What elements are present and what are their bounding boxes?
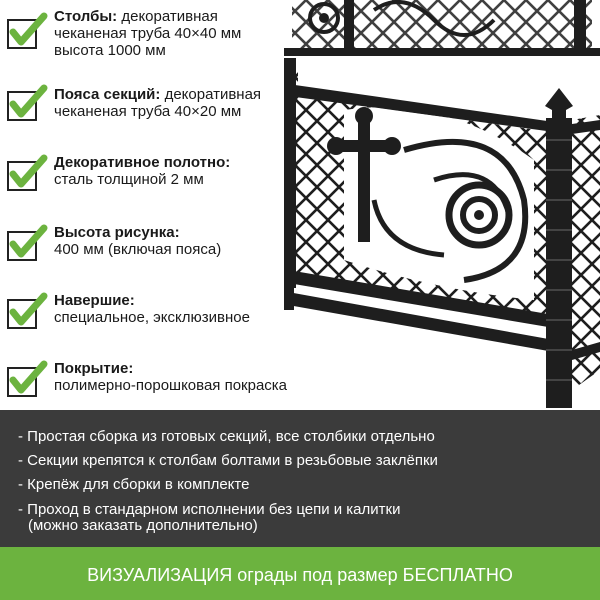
info-bullet: - Секции крепятся к столбам болтами в резьбовые заклёпки	[18, 452, 438, 469]
feature-value: чеканеная труба 40×40 мм	[54, 25, 242, 42]
checkmark-icon	[6, 360, 48, 400]
checkmark-icon	[6, 84, 48, 124]
feature-value: полимерно-порошковая покраска	[54, 377, 288, 394]
feature-value: 400 мм (включая пояса)	[54, 241, 222, 258]
feature-value: высота 1000 мм	[54, 42, 166, 59]
feature-title: Навершие:	[54, 292, 135, 309]
feature-value: чеканеная труба 40×20 мм	[54, 103, 242, 120]
feature-value: декоративная	[164, 86, 262, 103]
feature-title: Пояса секций:	[54, 86, 161, 103]
info-bullet: - Проход в стандарном исполнении без цепи и калитки	[18, 501, 401, 518]
checkmark-icon	[6, 12, 48, 52]
feature-value: декоративная	[121, 8, 218, 25]
fence-product-image	[284, 0, 600, 410]
feature-title: Декоративное полотно:	[54, 154, 231, 171]
feature-title: Высота рисунка:	[54, 224, 180, 241]
info-panel	[0, 410, 600, 547]
feature-item-posts	[0, 8, 330, 58]
checkmark-icon	[6, 154, 48, 194]
banner-text: ВИЗУАЛИЗАЦИЯ ограды под размер БЕСПЛАТНО	[87, 565, 513, 585]
feature-item-canvas	[0, 154, 330, 204]
feature-item-pattern-height	[0, 224, 330, 274]
info-bullet-note: (можно заказать дополнительно)	[28, 517, 258, 534]
feature-item-belts	[0, 86, 330, 136]
feature-title: Столбы:	[54, 8, 118, 25]
feature-item-coating	[0, 360, 330, 410]
info-bullet: - Крепёж для сборки в комплекте	[18, 476, 250, 493]
feature-title: Покрытие:	[54, 360, 134, 377]
bottom-banner	[0, 547, 600, 600]
info-bullet: - Простая сборка из готовых секций, все столбики отдельно	[18, 428, 435, 445]
feature-value: специальное, эксклюзивное	[54, 309, 250, 326]
corner-post	[545, 88, 573, 408]
checkmark-icon	[6, 292, 48, 332]
feature-value: сталь толщиной 2 мм	[54, 171, 204, 188]
feature-item-finial	[0, 292, 330, 342]
checkmark-icon	[6, 224, 48, 264]
